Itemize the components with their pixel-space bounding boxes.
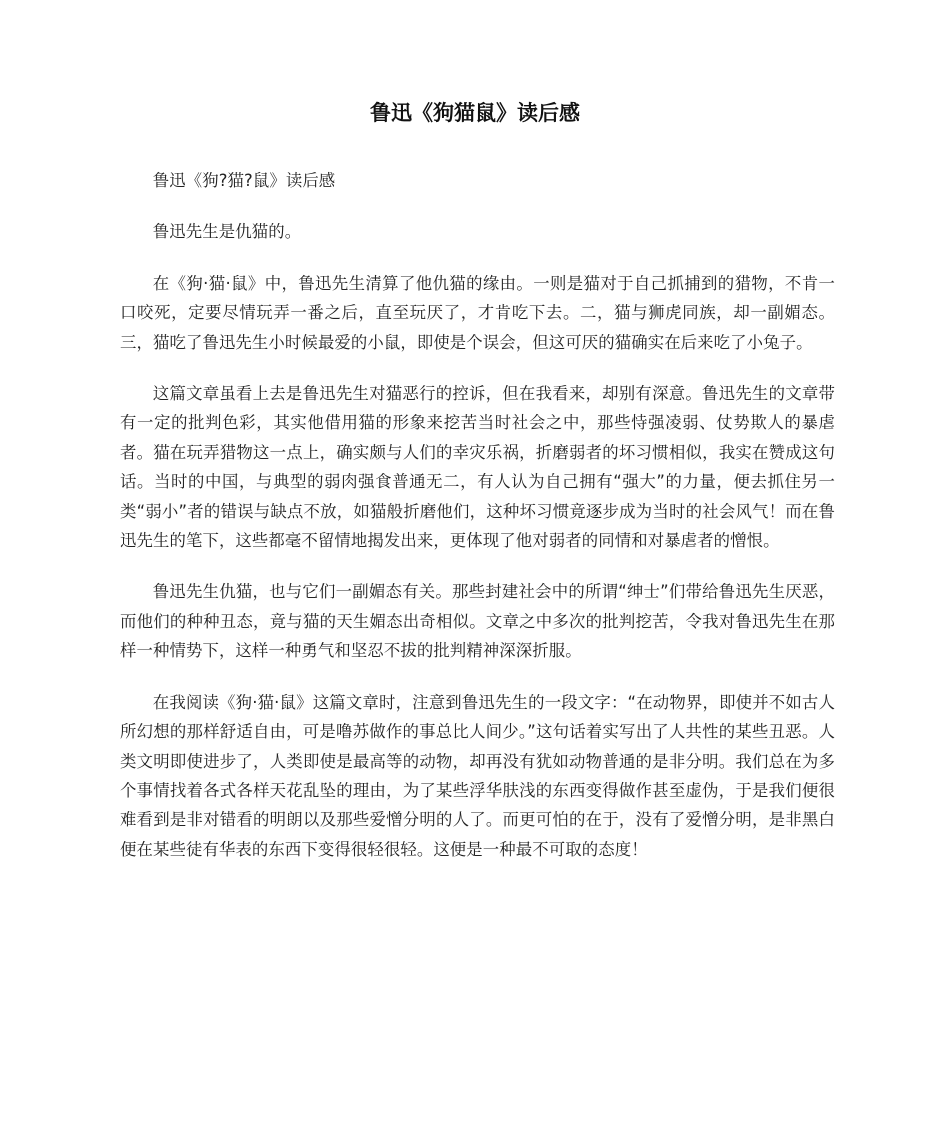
paragraph-flattery: 鲁迅先生仇猫，也与它们一副媚态有关。那些封建社会中的所谓“绅士”们带给鲁迅先生厌恶，而他们的种种丑态，竟与猫的天生媚态出奇相似。文章之中多次的批判挖苦，令我对鲁迅先生在那样一种情势下，这样一种勇气和坚忍不拔的批判精神深深折服。 bbox=[120, 582, 835, 661]
paragraph-reasons: 在《狗·猫·鼠》中，鲁迅先生清算了他仇猫的缘由。一则是猫对于自己抓捕到的猎物，不肯一口咬死，定要尽情玩弄一番之后，直至玩厌了，才肯吃下去。二，猫与狮虎同族，却一副媚态。三，猫吃了鲁迅先生小时候最爱的小鼠，即使是个误会，但这可厌的猫确实在后来吃了小兔子。 bbox=[120, 273, 835, 352]
paragraph-deeper-meaning: 这篇文章虽看上去是鲁迅先生对猫恶行的控诉，但在我看来，却别有深意。鲁迅先生的文章带有一定的批判色彩，其实他借用猫的形象来挖苦当时社会之中，那些恃强凌弱、仗势欺人的暴虐者。猫在玩弄猎物这一点上，确实颇与人们的幸灾乐祸，折磨弱者的坏习惯相似，我实在赞成这句话。当时的中国，与典型的弱肉强食普通无二，有人认为自己拥有“强大”的力量，便去抓住另一类“弱小”者的错误与缺点不放，如猫般折磨他们，这种坏习惯竟逐步成为当时的社会风气！而在鲁迅先生的笔下，这些都毫不留情地揭发出来，更体现了他对弱者的同情和对暴虐者的憎恨。 bbox=[120, 384, 835, 551]
paragraph-opening: 鲁迅先生是仇猫的。 bbox=[152, 222, 302, 242]
paragraph-reflection: 在我阅读《狗·猫·鼠》这篇文章时，注意到鲁迅先生的一段文字：“在动物界，即使并不如古人所幻想的那样舒适自由，可是噜苏做作的事总比人间少。”这句话着实写出了人共性的某些丑恶。人类文明即使进步了，人类即使是最高等的动物，却再没有犹如动物普通的是非分明。我们总在为多个事情找着各式各样天花乱坠的理由，为了某些浮华肤浅的东西变得做作甚至虚伪，于是我们便很难看到是非对错看的明朗以及那些爱憎分明的人了。而更可怕的在于，没有了爱憎分明，是非黑白便在某些徒有华表的东西下变得很轻很轻。这便是一种最不可取的态度！ bbox=[120, 692, 835, 859]
document-body bbox=[120, 166, 835, 886]
paragraph-subtitle: 鲁迅《狗?猫?鼠》读后感 bbox=[152, 171, 336, 190]
document-title: 鲁迅《狗猫鼠》读后感 bbox=[370, 101, 580, 125]
